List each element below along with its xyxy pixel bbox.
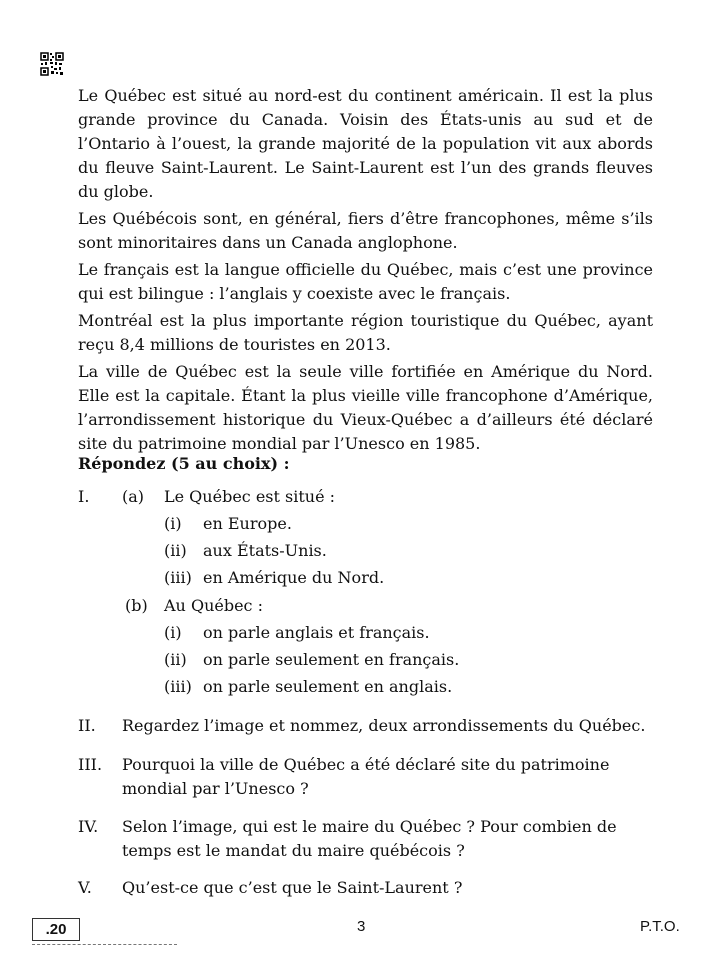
passage-paragraph: La ville de Québec est la seule ville fortifiée en Amérique du Nord. Elle est la capitale. Étant la plus vieille ville francophone d’Amérique, l’arrondissement historique du Vieux-Québec a d’ailleurs été déclaré site du patrimoine mondial par l’Unesco en 1985. (78, 362, 653, 453)
sub-question-label: (b) (125, 596, 148, 615)
footer-divider (32, 944, 177, 945)
option-text: on parle seulement en français. (203, 650, 460, 669)
question-number: I. (78, 487, 90, 506)
question-number: II. (78, 716, 96, 735)
option-text: en Europe. (203, 514, 292, 533)
qr-code-icon (40, 52, 64, 76)
sub-question-text: Au Québec : (164, 596, 263, 615)
option-label: (i) (164, 514, 182, 533)
option-label: (ii) (164, 541, 187, 560)
question-text: Regardez l’image et nommez, deux arrondissements du Québec. (122, 716, 646, 735)
sub-question-text: Le Québec est situé : (164, 487, 336, 506)
option-text: on parle anglais et français. (203, 623, 430, 642)
passage-paragraph: Le Québec est situé au nord-est du continent américain. Il est la plus grande province du Canada. Voisin des États-unis au sud et de l’Ontario à l’ouest, la grande majorité de la population vit aux abords du fleuve Saint-Laurent. Le Saint-Laurent est l’un des grands fleuves du globe. (78, 86, 653, 201)
option-text: en Amérique du Nord. (203, 568, 385, 587)
please-turn-over: P.T.O. (640, 918, 680, 935)
option-label: (ii) (164, 650, 187, 669)
passage-paragraph: Montréal est la plus importante région touristique du Québec, ayant reçu 8,4 millions de touristes en 2013. (78, 311, 653, 354)
page-number: 3 (357, 918, 366, 935)
question-text: Selon l’image, qui est le maire du Québec ? Pour combien de temps est le mandat du maire québécois ? (122, 817, 617, 860)
questions-heading: Répondez (5 au choix) : (78, 454, 290, 473)
sub-question-label: (a) (122, 487, 145, 506)
paper-code-box: .20 (32, 918, 80, 941)
question-number: V. (78, 878, 92, 897)
option-text: aux États-Unis. (203, 541, 327, 560)
option-label: (iii) (164, 568, 192, 587)
passage-paragraph: Les Québécois sont, en général, fiers d’être francophones, même s’ils sont minoritaires dans un Canada anglophone. (78, 209, 653, 252)
question-text: Qu’est-ce que c’est que le Saint-Laurent ? (122, 878, 463, 897)
passage-paragraph: Le français est la langue officielle du Québec, mais c’est une province qui est bilingue : l’anglais y coexiste avec le français. (78, 260, 653, 303)
question-text: Pourquoi la ville de Québec a été déclaré site du patrimoine mondial par l’Unesco ? (122, 755, 610, 798)
question-number: III. (78, 755, 103, 774)
question-number: IV. (78, 817, 99, 836)
option-label: (iii) (164, 677, 192, 696)
option-label: (i) (164, 623, 182, 642)
reading-passage (78, 84, 653, 459)
option-text: on parle seulement en anglais. (203, 677, 453, 696)
